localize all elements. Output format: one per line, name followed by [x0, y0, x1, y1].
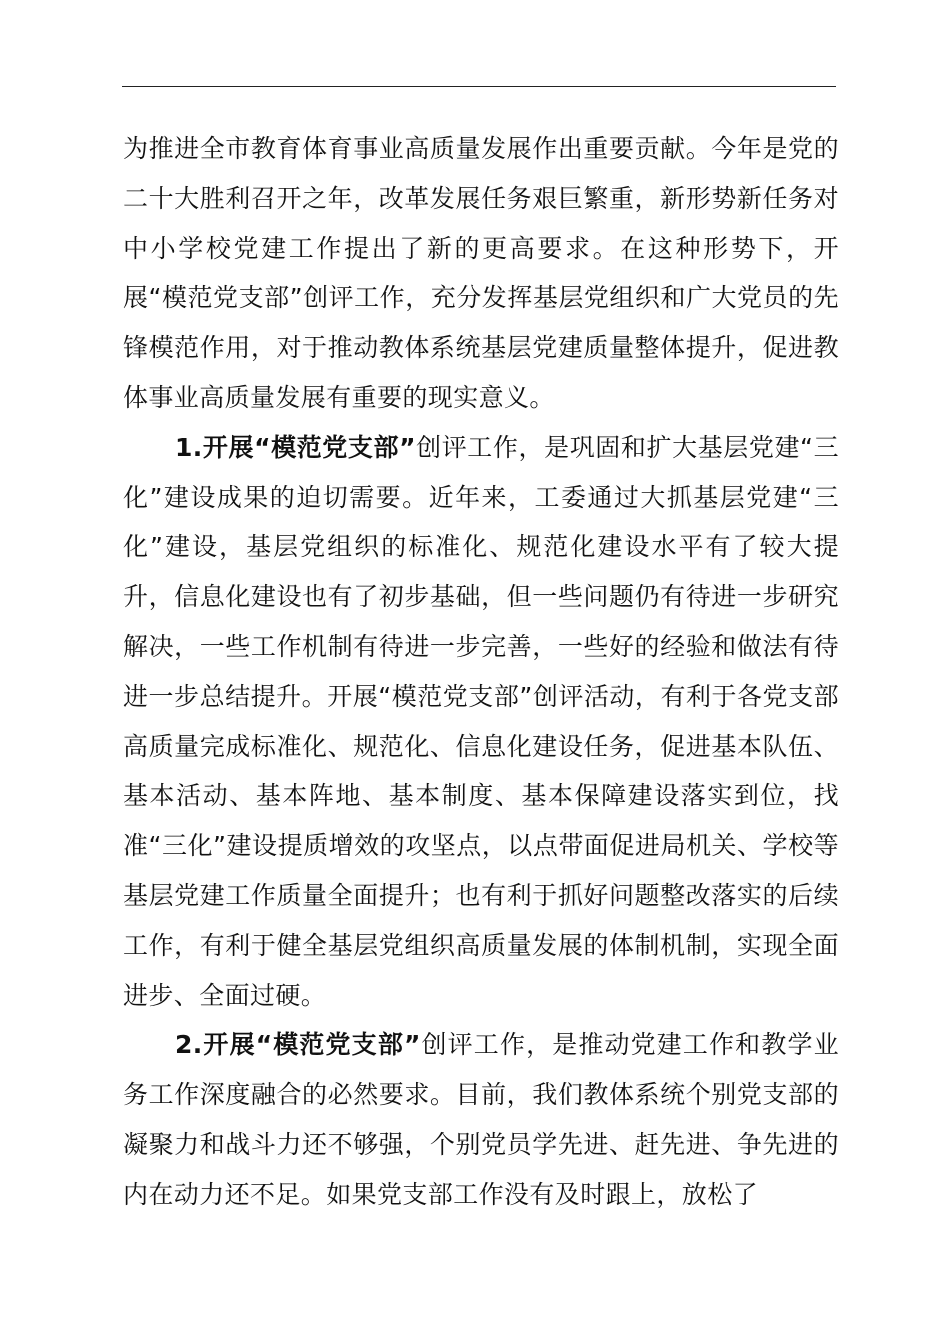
paragraph-point-2 [123, 1020, 839, 1219]
paragraph-lead: 2.开展“模范党支部” [175, 1030, 421, 1060]
paragraph-text: 为推进全市教育体育事业高质量发展作出重要贡献。今年是党的二十大胜利召开之年，改革发展任务艰巨繁重，新形势新任务对中小学校党建工作提出了新的更高要求。在这种形势下，开展“模范党支部”创评工作，充分发挥基层党组织和广大党员的先锋模范作用，对于推动教体系统基层党建质量整体提升，促进教体事业高质量发展有重要的现实意义。 [123, 134, 839, 412]
paragraph-point-1 [123, 423, 839, 1021]
paragraph-intro [123, 124, 839, 423]
paragraph-text: 创评工作，是巩固和扩大基层党建“三化”建设成果的迫切需要。近年来，工委通过大抓基层党建“三化”建设，基层党组织的标准化、规范化建设水平有了较大提升，信息化建设也有了初步基础，但一些问题仍有待进一步研究解决，一些工作机制有待进一步完善，一些好的经验和做法有待进一步总结提升。开展“模范党支部”创评活动，有利于各党支部高质量完成标准化、规范化、信息化建设任务，促进基本队伍、基本活动、基本阵地、基本制度、基本保障建设落实到位，找准“三化”建设提质增效的攻坚点，以点带面促进局机关、学校等基层党建工作质量全面提升；也有利于抓好问题整改落实的后续工作，有利于健全基层党组织高质量发展的体制机制，实现全面进步、全面过硬。 [123, 432, 839, 1010]
paragraph-text: 创评工作，是推动党建工作和教学业务工作深度融合的必然要求。目前，我们教体系统个别党支部的凝聚力和战斗力还不够强，个别党员学先进、赶先进、争先进的内在动力还不足。如果党支部工作没有及时跟上，放松了 [123, 1030, 839, 1209]
document-body [123, 124, 839, 1220]
header-rule [122, 86, 836, 87]
paragraph-lead: 1.开展“模范党支部” [175, 432, 416, 462]
